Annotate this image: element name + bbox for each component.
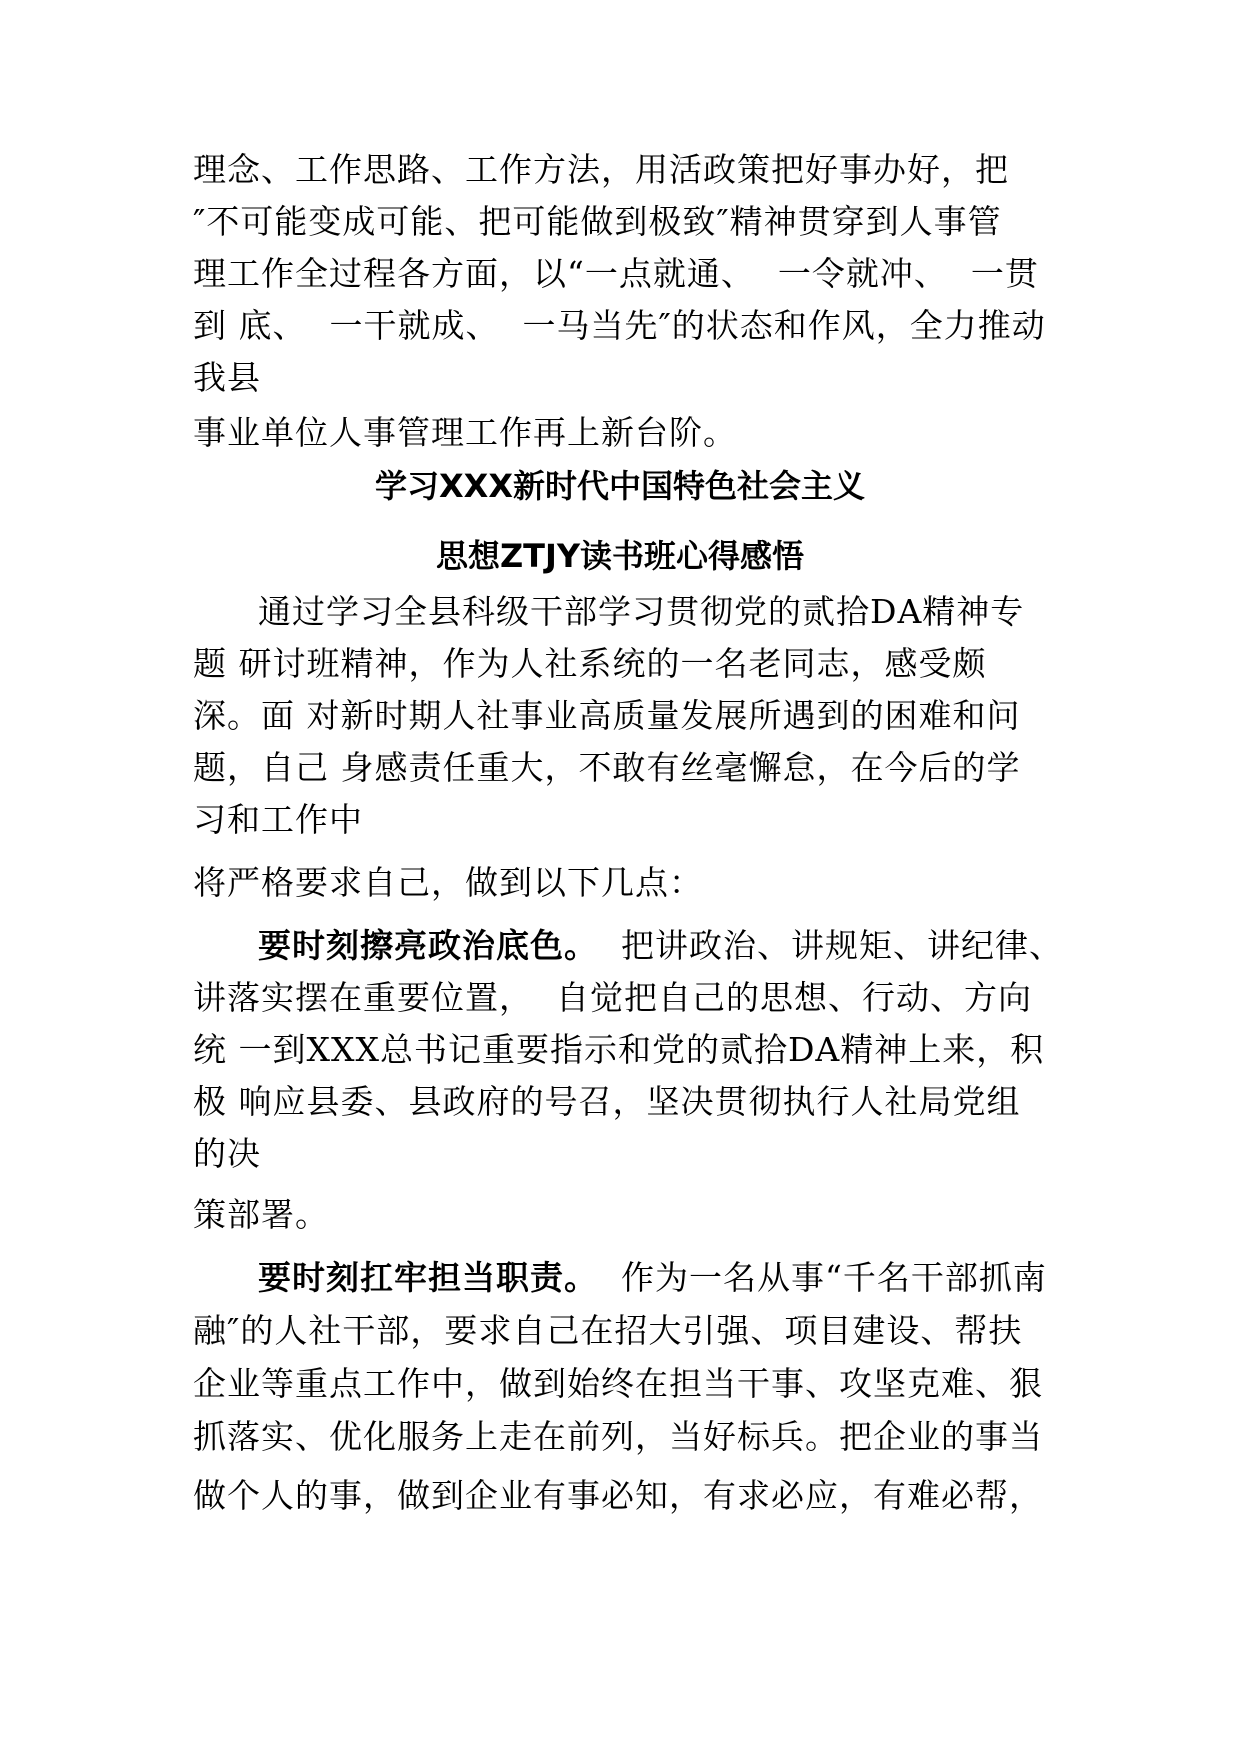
intro-line-1: 理念、工作思路、工作方法，用活政策把好事办好，把 [193, 150, 1009, 189]
para3-line-5: 做个人的事，做到企业有事必知，有求必应，有难必帮， [193, 1476, 1043, 1515]
para2-line-4: 极 响应县委、县政府的号召，坚决贯彻执行人社局党组 [193, 1082, 1021, 1121]
para1-line-6: 将严格要求自己，做到以下几点： [193, 863, 703, 902]
para2-line-3: 统 一到XXX总书记重要指示和党的贰拾DA精神上来，积 [193, 1030, 1045, 1069]
intro-line-6: 事业单位人事管理工作再上新台阶。 [193, 413, 737, 452]
para2-lead: 要时刻擦亮政治底色。 [258, 926, 598, 965]
para3-line-4: 抓落实、优化服务上走在前列，当好标兵。把企业的事当 [193, 1417, 1043, 1456]
title-line-1: 学习XXX新时代中国特色社会主义 [374, 467, 866, 505]
para3-line-1 [258, 1258, 1047, 1298]
para1-line-5: 习和工作中 [193, 800, 363, 839]
para1-line-3: 深。面 对新时期人社事业高质量发展所遇到的困难和问 [193, 696, 1021, 735]
para3-line-2: 融″的人社干部，要求自己在招大引强、项目建设、帮扶 [193, 1311, 1023, 1350]
para2-line-5: 的决 [193, 1134, 261, 1173]
para3-line-3: 企业等重点工作中，做到始终在担当干事、攻坚克难、狠 [193, 1364, 1043, 1403]
intro-line-3: 理工作全过程各方面，以“一点就通、 一令就冲、 一贯 [193, 254, 1039, 293]
para2-line-2: 讲落实摆在重要位置， 自觉把自己的思想、行动、方向 [193, 978, 1032, 1017]
para2-line-1-rest: 把讲政治、讲规矩、讲纪律、 [598, 926, 1063, 965]
para1-line-2: 题 研讨班精神，作为人社系统的一名老同志，感受颇 [193, 644, 987, 683]
para3-line-1-rest: 作为一名从事“千名干部抓南 [598, 1258, 1047, 1297]
para2-line-1 [258, 926, 1063, 966]
para1-line-4: 题，自己 身感责任重大，不敢有丝毫懈怠，在今后的学 [193, 748, 1021, 787]
para1-line-1: 通过学习全县科级干部学习贯彻党的贰拾DA精神专 [258, 592, 1025, 631]
para3-lead: 要时刻扛牢担当职责。 [258, 1258, 598, 1297]
intro-line-5: 我县 [193, 358, 261, 397]
para2-line-6: 策部署。 [193, 1195, 329, 1234]
intro-line-4: 到 底、 一干就成、 一马当先″的状态和作风，全力推动 [193, 306, 1046, 345]
intro-line-2: ″不可能变成可能、把可能做到极致″精神贯穿到人事管 [193, 202, 1002, 241]
title-line-2: 思想ZTJY读书班心得感悟 [435, 537, 805, 575]
